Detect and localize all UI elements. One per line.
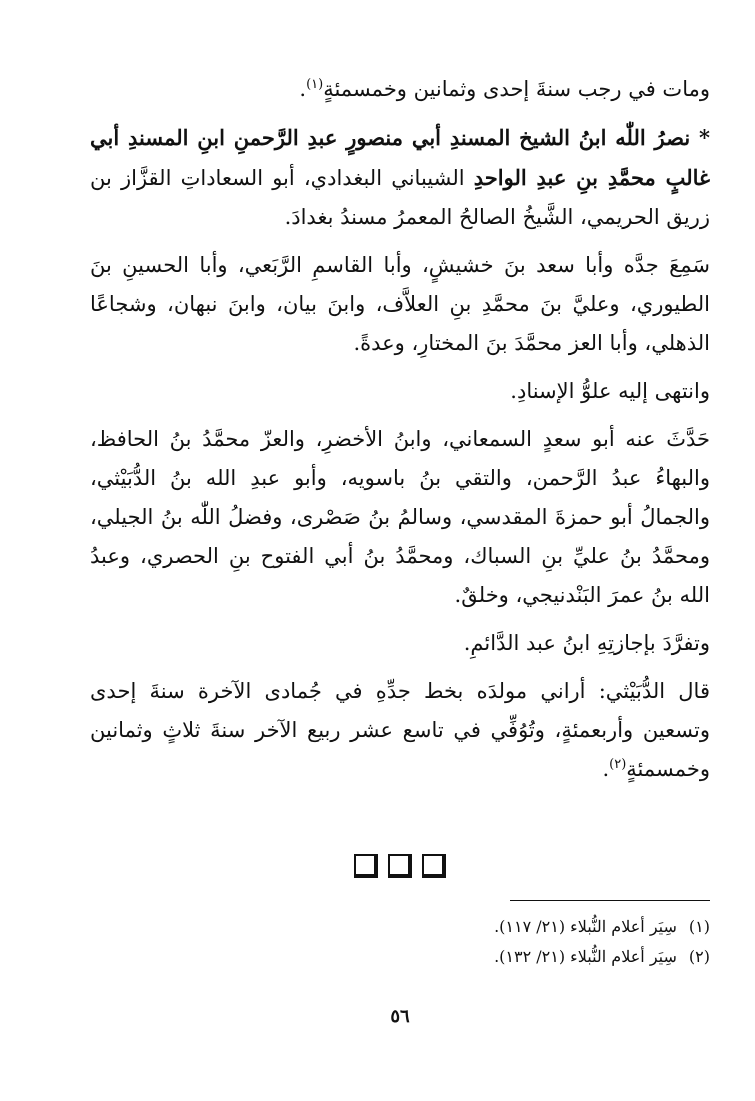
paragraph-students: حَدَّثَ عنه أبو سعدٍ السمعاني، وابنُ الأخضرِ، والعزّ محمَّدُ بنُ الحافظ، والبهاءُ عبدُ الرَّحمن، والتقي بنُ باسويه، وأبو عبدِ الله بنُ الدُّبَيْثي، والجمالُ أبو حمزةَ المقدسي، وسالمُ بنُ صَصْرى، وفضلُ اللّٰه بنُ الجيلي، ومحمَّدُ بنُ عليِّ بنِ السباك، ومحمَّدُ بنُ أبي الفتوح بنِ الحصري، وعبدُ الله بنُ عمرَ البَنْدنيجي، وخلقٌ. [90, 427, 710, 607]
period: . [299, 77, 307, 101]
footnote-number: (٢) [688, 947, 710, 966]
footnote-1 [90, 912, 710, 942]
footnote-2 [90, 942, 710, 972]
square-ornament-icon [422, 854, 446, 878]
paragraph-biography-heading [90, 118, 710, 237]
period: . [602, 757, 610, 781]
paragraph-text: ومات في رجب سنةَ إحدى وثمانين وخمسمئةٍ [323, 77, 710, 101]
footnotes [90, 912, 710, 972]
paragraph-teachers: سَمِعَ جدَّه وأبا سعد بنَ خشيشٍ، وأبا القاسمِ الرَّبَعي، وأبا الحسينِ بنَ الطيوري، وعليَّ بنَ محمَّدِ بنِ العلاَّف، وابنَ بيان، وابنَ نبهان، وشجاعًا الذهلي، وأبا العز محمَّدَ بنَ المختارِ، وعدةً. [90, 253, 710, 355]
footnote-ref-2: (٢) [609, 757, 627, 772]
scholar-description: الشيباني البغدادي، أبو السعاداتِ القزَّاز بن زريق الحريمي، الشَّيخُ الصالحُ المعمرُ مسندُ بغدادَ. [90, 166, 710, 229]
paragraph-dubaythi-quote [90, 672, 710, 789]
footnote-separator [510, 900, 710, 901]
paragraph-isnad: وانتهى إليه علوُّ الإسنادِ. [510, 379, 710, 403]
paragraph-death-date [90, 70, 710, 109]
square-ornament-icon [388, 854, 412, 878]
paragraph-ijaza: وتفرَّدَ بإجازتِهِ ابنُ عبد الدَّائمِ. [463, 631, 710, 655]
page-number: ٥٦ [390, 1006, 410, 1027]
book-page [90, 70, 710, 1050]
paragraph-text: قال الدُّبَيْثي: أراني مولدَه بخط جدِّهِ في جُمادى الآخرة سنةَ إحدى وتسعين وأربعمئةٍ، وتُوُفِّي في تاسع عشر ربيع الآخر سنةَ ثلاثٍ وثمانين وخمسمئةٍ [90, 679, 710, 781]
square-ornament-icon [354, 854, 378, 878]
section-divider-ornament [90, 854, 710, 878]
footnote-text: سِيَر أعلام النُّبلاء (٢١/ ١١٧). [494, 917, 677, 936]
footnote-number: (١) [688, 917, 710, 936]
footnote-ref-1: (١) [306, 77, 324, 92]
footnote-text: سِيَر أعلام النُّبلاء (٢١/ ١٣٢). [494, 947, 677, 966]
scholar-name: * نصرُ اللّٰه ابنُ الشيخ المسندِ أبي منصورٍ عبدِ الرَّحمنِ ابنِ المسندِ أبي غالبٍ محمَّدِ بنِ عبدِ الواحدِ [90, 125, 710, 190]
